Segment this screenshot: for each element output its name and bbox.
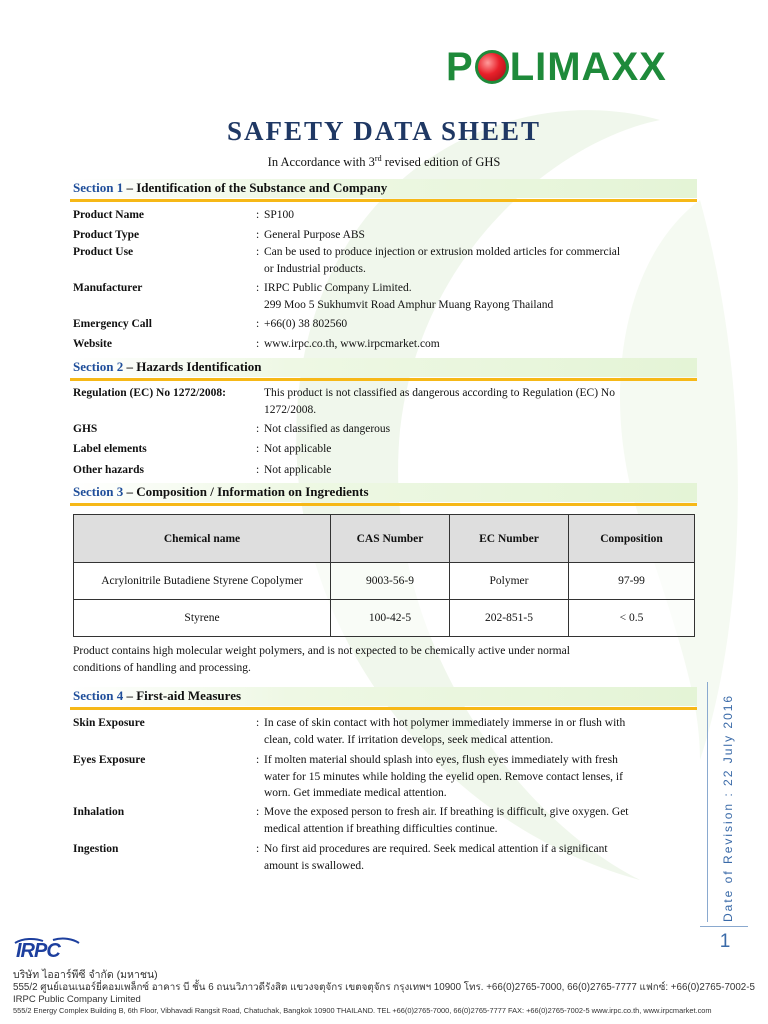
section-2-header — [70, 358, 697, 377]
table-cell: 9003-56-9 — [331, 563, 450, 600]
composition-note — [73, 643, 697, 676]
table-cell: 97-99 — [569, 563, 695, 600]
table-cell: Polymer — [450, 563, 569, 600]
field-colon: : — [256, 229, 260, 241]
logo-text-right: LIMAXX — [509, 45, 667, 89]
field-label: Product Use — [73, 246, 134, 258]
field-colon: : — [256, 843, 260, 855]
field-label: Product Name — [73, 209, 145, 221]
footer-address-thai: 555/2 ศูนย์เอนเนอร์ยี่คอมเพล็กซ์ อาคาร บี ชั้น 6 ถนนวิภาวดีรังสิต แขวงจตุจักร เขตจตุจักร กรุงเทพฯ 10900 โทร. +66(0)2765-7000, 66(0)2765-7777 แฟกซ์: +66(0)2765-7002-5 — [13, 982, 755, 993]
field-colon: : — [256, 338, 260, 350]
col-header-ec-number: EC Number — [450, 515, 569, 563]
section-4-header — [70, 687, 697, 706]
revision-date: Date of Revision : 22 July 2016 — [721, 693, 735, 922]
page-number: 1 — [719, 931, 731, 952]
field-value: No first aid procedures are required. Seek medical attention if a significant — [264, 843, 608, 855]
field-colon: : — [256, 318, 260, 330]
revision-divider — [707, 682, 708, 922]
field-colon: : — [256, 464, 260, 476]
field-value: 299 Moo 5 Sukhumvit Road Amphur Muang Rayong Thailand — [264, 298, 554, 311]
field-value: Not applicable — [264, 464, 332, 476]
section-number: Section 3 — [73, 484, 124, 499]
field-colon: : — [256, 806, 260, 818]
field-label: GHS — [73, 423, 98, 435]
section-title: Identification of the Substance and Company — [136, 180, 388, 195]
table-header-row — [74, 515, 695, 563]
field-colon: : — [256, 717, 260, 729]
footer-company-english: IRPC Public Company Limited — [13, 994, 141, 1005]
col-header-cas-number: CAS Number — [331, 515, 450, 563]
section-dash: – — [123, 688, 137, 703]
col-header-composition: Composition — [569, 515, 695, 563]
table-cell: Styrene — [74, 600, 331, 637]
field-value: Not classified as dangerous — [264, 423, 391, 435]
section-dash: – — [123, 180, 137, 195]
table-row — [74, 600, 695, 637]
field-value: SP100 — [264, 209, 295, 221]
table-cell: < 0.5 — [569, 600, 695, 637]
field-label: Inhalation — [73, 806, 125, 818]
footer-address-english: 555/2 Energy Complex Building B, 6th Floor, Vibhavadi Rangsit Road, Chatuchak, Bangkok 10900 THAILAND. TEL +66(0)2765-7000, 66(0)2765-7777 FAX: +66(0)2765-7002-5 www.irpc.co.th, www.irpcmarket.com — [13, 1006, 712, 1015]
field-value: clean, cold water. If irritation develops, seek medical attention. — [264, 733, 554, 746]
subtitle-pre: In Accordance with 3 — [267, 155, 375, 170]
page-number-divider — [700, 926, 748, 927]
section-number: Section 2 — [73, 359, 124, 374]
field-label: Regulation (EC) No 1272/2008: — [73, 387, 227, 399]
field-label: Skin Exposure — [73, 717, 145, 729]
footer-company-thai: บริษัท ไออาร์พีซี จำกัด (มหาชน) — [13, 969, 158, 981]
field-value: Not applicable — [264, 443, 332, 455]
table-cell: Acrylonitrile Butadiene Styrene Copolymer — [74, 563, 331, 600]
field-colon: : — [256, 754, 260, 766]
field-value: If molten material should splash into eyes, flush eyes immediately with fresh — [264, 754, 618, 766]
section-dash: – — [123, 484, 137, 499]
field-value: water for 15 minutes while holding the eyelid open. Remove contact lenses, if — [264, 770, 623, 783]
field-label: Manufacturer — [73, 282, 143, 294]
field-value: medical attention if breathing difficulties continue. — [264, 822, 498, 835]
field-label: Eyes Exposure — [73, 754, 146, 766]
composition-table — [73, 514, 695, 637]
col-header-chemical-name: Chemical name — [74, 515, 331, 563]
section-rule — [70, 378, 697, 381]
table-row — [74, 563, 695, 600]
polimaxx-logo — [446, 44, 667, 90]
section-rule — [70, 707, 697, 710]
field-value: General Purpose ABS — [264, 229, 365, 241]
field-value: +66(0) 38 802560 — [264, 318, 348, 330]
document-subtitle — [0, 154, 768, 170]
subtitle-post: revised edition of GHS — [381, 155, 501, 170]
field-colon: : — [256, 423, 260, 435]
logo-ball-icon — [475, 50, 509, 84]
field-value: or Industrial products. — [264, 262, 366, 275]
irpc-logo-text: IRPC — [16, 940, 60, 962]
website-link[interactable]: www.irpc.co.th, www.irpcmarket.com — [264, 338, 440, 350]
note-line: conditions of handling and processing. — [73, 661, 251, 674]
section-title: Hazards Identification — [136, 359, 262, 374]
field-value: This product is not classified as dangerous according to Regulation (EC) No — [264, 387, 615, 399]
field-label: Label elements — [73, 443, 147, 455]
section-number: Section 1 — [73, 180, 124, 195]
field-value: Can be used to produce injection or extrusion molded articles for commercial — [264, 246, 621, 258]
section-3-header — [70, 483, 697, 502]
field-colon: : — [256, 246, 260, 258]
field-value: In case of skin contact with hot polymer immediately immerse in or flush with — [264, 717, 626, 729]
section-dash: – — [123, 359, 137, 374]
subtitle-sup: rd — [374, 154, 382, 163]
table-cell: 202-851-5 — [450, 600, 569, 637]
section-title: Composition / Information on Ingredients — [136, 484, 369, 499]
section-rule — [70, 199, 697, 202]
field-value: Move the exposed person to fresh air. If breathing is difficult, give oxygen. Get — [264, 806, 629, 818]
field-label: Product Type — [73, 229, 140, 241]
field-value: 1272/2008. — [264, 403, 317, 416]
field-colon: : — [256, 209, 260, 221]
logo-text-left: P — [446, 45, 474, 89]
section-rule — [70, 503, 697, 506]
field-label: Website — [73, 338, 112, 350]
document-title: SAFETY DATA SHEET — [226, 116, 542, 146]
field-value: worn. Get immediate medical attention. — [264, 787, 447, 799]
field-value: IRPC Public Company Limited. — [264, 282, 412, 294]
field-value: amount is swallowed. — [264, 859, 364, 872]
field-colon: : — [256, 443, 260, 455]
table-cell: 100-42-5 — [331, 600, 450, 637]
section-number: Section 4 — [73, 688, 124, 703]
note-line: Product contains high molecular weight polymers, and is not expected to be chemically active under normal — [73, 645, 570, 657]
section-1-header — [70, 179, 697, 198]
field-label: Emergency Call — [73, 318, 152, 330]
field-label: Other hazards — [73, 464, 145, 476]
section-title: First-aid Measures — [136, 688, 242, 703]
field-label: Ingestion — [73, 843, 119, 855]
field-colon: : — [256, 282, 260, 294]
